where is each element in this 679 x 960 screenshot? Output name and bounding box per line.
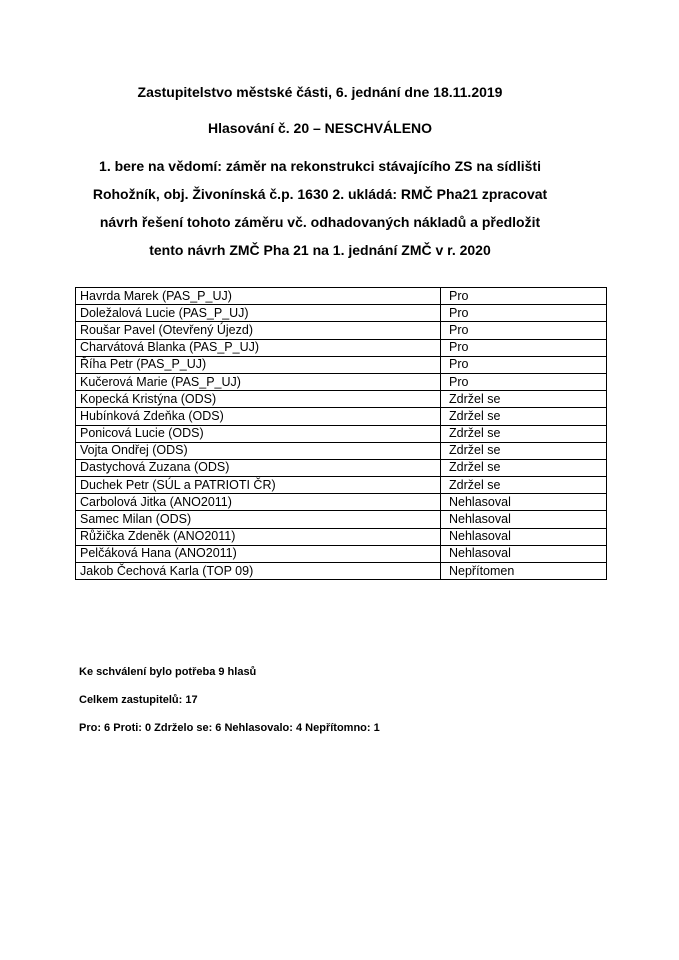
member-name-cell: Kučerová Marie (PAS_P_UJ) (76, 373, 441, 390)
table-row (76, 442, 607, 459)
table-row (76, 356, 607, 373)
vote-value-cell: Pro (441, 288, 607, 305)
member-name-cell: Kopecká Kristýna (ODS) (76, 391, 441, 408)
vote-value-cell: Zdržel se (441, 425, 607, 442)
table-row (76, 391, 607, 408)
vote-value-cell: Nehlasoval (441, 494, 607, 511)
member-name-cell: Pelčáková Hana (ANO2011) (76, 545, 441, 562)
member-name-cell: Ponicová Lucie (ODS) (76, 425, 441, 442)
vote-value-cell: Nehlasoval (441, 545, 607, 562)
table-row (76, 528, 607, 545)
member-name-cell: Růžička Zdeněk (ANO2011) (76, 528, 441, 545)
vote-result-heading: Hlasování č. 20 – NESCHVÁLENO (207, 120, 433, 136)
member-name-cell: Vojta Ondřej (ODS) (76, 442, 441, 459)
vote-table-body (76, 288, 607, 580)
vote-value-cell: Zdržel se (441, 442, 607, 459)
member-name-cell: Doležalová Lucie (PAS_P_UJ) (76, 305, 441, 322)
member-name-cell: Samec Milan (ODS) (76, 511, 441, 528)
meeting-title: Zastupitelstvo městské části, 6. jednání dne 18.11.2019 (137, 84, 503, 100)
table-row (76, 459, 607, 476)
table-row (76, 373, 607, 390)
vote-counts-text: Pro: 6 Proti: 0 Zdrželo se: 6 Nehlasovalo: 4 Nepřítomno: 1 (79, 722, 380, 734)
vote-value-cell: Pro (441, 339, 607, 356)
resolution-line: Rohožník, obj. Živonínská č.p. 1630 2. ukládá: RMČ Pha21 zpracovat (92, 186, 548, 202)
table-row (76, 477, 607, 494)
total-members-text: Celkem zastupitelů: 17 (79, 694, 198, 706)
vote-value-cell: Zdržel se (441, 391, 607, 408)
vote-value-cell: Pro (441, 322, 607, 339)
resolution-line: 1. bere na vědomí: záměr na rekonstrukci stávajícího ZS na sídlišti (99, 158, 541, 174)
member-name-cell: Hubínková Zdeňka (ODS) (76, 408, 441, 425)
vote-value-cell: Nehlasoval (441, 528, 607, 545)
table-row (76, 408, 607, 425)
member-name-cell: Havrda Marek (PAS_P_UJ) (76, 288, 441, 305)
vote-value-cell: Zdržel se (441, 459, 607, 476)
table-row (76, 563, 607, 580)
table-row (76, 305, 607, 322)
vote-value-cell: Pro (441, 305, 607, 322)
vote-value-cell: Nepřítomen (441, 563, 607, 580)
table-row (76, 545, 607, 562)
table-row (76, 322, 607, 339)
resolution-line: návrh řešení tohoto záměru vč. odhadovaných nákladů a předložit (99, 214, 541, 230)
table-row (76, 288, 607, 305)
vote-summary (79, 666, 380, 750)
vote-value-cell: Pro (441, 356, 607, 373)
member-name-cell: Jakob Čechová Karla (TOP 09) (76, 563, 441, 580)
member-name-cell: Carbolová Jitka (ANO2011) (76, 494, 441, 511)
vote-value-cell: Nehlasoval (441, 511, 607, 528)
vote-table (75, 287, 607, 580)
vote-value-cell: Pro (441, 373, 607, 390)
table-row (76, 425, 607, 442)
member-name-cell: Roušar Pavel (Otevřený Újezd) (76, 322, 441, 339)
table-row (76, 511, 607, 528)
member-name-cell: Říha Petr (PAS_P_UJ) (76, 356, 441, 373)
vote-value-cell: Zdržel se (441, 408, 607, 425)
table-row (76, 494, 607, 511)
required-votes-text: Ke schválení bylo potřeba 9 hlasů (79, 666, 257, 678)
member-name-cell: Duchek Petr (SÚL a PATRIOTI ČR) (76, 477, 441, 494)
vote-value-cell: Zdržel se (441, 477, 607, 494)
resolution-line: tento návrh ZMČ Pha 21 na 1. jednání ZMČ v r. 2020 (149, 242, 491, 258)
member-name-cell: Charvátová Blanka (PAS_P_UJ) (76, 339, 441, 356)
table-row (76, 339, 607, 356)
resolution-text (75, 152, 565, 264)
member-name-cell: Dastychová Zuzana (ODS) (76, 459, 441, 476)
